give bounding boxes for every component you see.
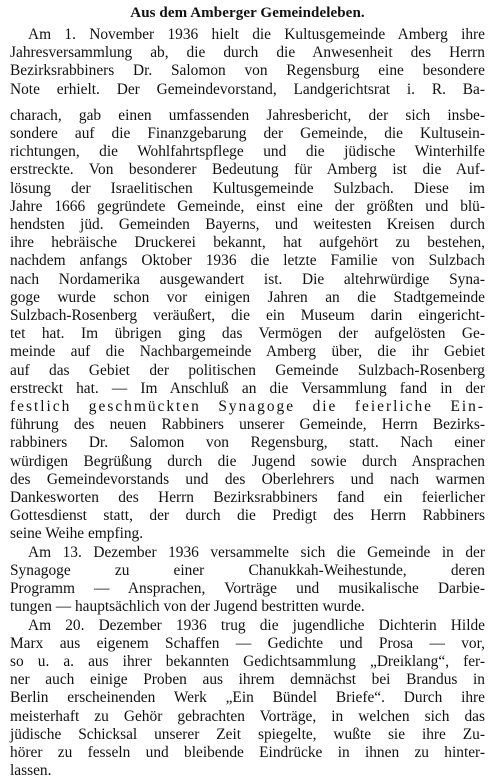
text-line: Jahre 1666 gegründete Gemeinde, einst eine der größten und blü- — [10, 198, 485, 216]
paragraph-hilde-marx — [10, 617, 485, 780]
text-line: Synagoge zu einer Chanukkah-Weihestunde, deren — [10, 562, 485, 580]
text-line: nach Nordamerika ausgewandert ist. Die altehrwürdige Syna- — [10, 271, 485, 289]
text-line: Dankesworten des Herrn Bezirksrabbiners fand ein feierlicher — [10, 489, 485, 507]
text-line: nachdem anfangs Oktober 1936 die letzte Familie von Sulzbach — [10, 252, 485, 270]
text-line: Am 20. Dezember 1936 trug die jugendliche Dichterin Hilde — [10, 617, 485, 635]
text-line: Jahresversammlung ab, die durch die Anwesenheit des Herrn — [10, 44, 485, 62]
text-line: jüdische Schicksal unserer Zeit spiegelte, wußte sie ihre Zu- — [10, 726, 485, 744]
text-line: goge wurde schon vor einigen Jahren an die Stadtgemeinde — [10, 289, 485, 307]
text-line: hörer zu fesseln und bleibende Eindrücke in ihnen zu hinter- — [10, 744, 485, 762]
text-line: Programm — Ansprachen, Vorträge und musikalische Darbie- — [10, 580, 485, 598]
text-line: Am 1. November 1936 hielt die Kultusgemeinde Amberg ihre — [10, 26, 485, 44]
paragraph-chanukkah — [10, 544, 485, 617]
text-line: erstreckt hat. — Im Anschluß an die Versammlung fand in der — [10, 380, 485, 398]
text-line: Note erhielt. Der Gemeindevorstand, Landgerichtsrat i. R. Ba- — [10, 81, 485, 99]
text-line: tet hat. Im übrigen ging das Vermögen der aufgelösten Ge- — [10, 325, 485, 343]
text-line: charach, gab einen umfassenden Jahresbericht, der sich insbe- — [10, 107, 485, 125]
text-line: Am 13. Dezember 1936 versammelte sich die Gemeinde in der — [10, 544, 485, 562]
text-line: Gottesdienst statt, der durch die Predigt des Herrn Rabbiners — [10, 507, 485, 525]
text-line: ihre hebräische Druckerei bekannt, hat aufgehört zu bestehen, — [10, 234, 485, 252]
text-line: erstreckte. Von besonderer Bedeutung für Amberg ist die Auf- — [10, 161, 485, 179]
column-gap — [10, 99, 485, 107]
text-line: meinde auf die Nachbargemeinde Amberg über, die ihr Gebiet — [10, 343, 485, 361]
text-line: seine Weihe empfing. — [10, 525, 485, 543]
text-line: führung des neuen Rabbiners unserer Gemeinde, Herrn Bezirks- — [10, 416, 485, 434]
paragraph-annual-meeting-intro — [10, 26, 485, 99]
paragraph-annual-report — [10, 107, 485, 544]
text-line: Sulzbach-Rosenberg veräußert, die ein Museum darin eingericht- — [10, 307, 485, 325]
text-line: meisterhaft zu Gehör gebrachten Vorträge, in welchen sich das — [10, 708, 485, 726]
text-line: lassen. — [10, 762, 485, 780]
article-title: Aus dem Amberger Gemeindeleben. — [10, 4, 485, 22]
text-line-spaced: festlich geschmückten Synagoge die feierliche Ein- — [10, 398, 485, 416]
text-line: Marx aus eigenem Schaffen — Gedichte und Prosa — vor, — [10, 635, 485, 653]
text-line: richtungen, die Wohlfahrtspflege und die jüdische Winterhilfe — [10, 143, 485, 161]
text-line: hendsten jüd. Gemeinden Bayerns, und weitesten Kreisen durch — [10, 216, 485, 234]
text-line: Bezirksrabbiners Dr. Salomon von Regensburg eine besondere — [10, 62, 485, 80]
text-line: so u. a. aus ihrer bekannten Gedichtsammlung „Dreiklang“, fer- — [10, 653, 485, 671]
text-line: sondere auf die Finanzgebarung der Gemeinde, die Kultusein- — [10, 125, 485, 143]
text-line: auf das Gebiet der politischen Gemeinde Sulzbach-Rosenberg — [10, 362, 485, 380]
text-line: tungen — hauptsächlich von der Jugend bestritten wurde. — [10, 598, 485, 616]
text-line: rabbiners Dr. Salomon von Regensburg, statt. Nach einer — [10, 434, 485, 452]
text-line: des Gemeindevorstands und des Oberlehrers und nach warmen — [10, 471, 485, 489]
text-line: lösung der Israelitischen Kultusgemeinde Sulzbach. Diese im — [10, 180, 485, 198]
text-line: ner auch einige Proben aus ihrem demnächst bei Brandus in — [10, 671, 485, 689]
text-line: Berlin erscheinenden Werk „Ein Bündel Briefe“. Durch ihre — [10, 689, 485, 707]
text-line: würdigen Begrüßung durch die Jugend sowie durch Ansprachen — [10, 453, 485, 471]
